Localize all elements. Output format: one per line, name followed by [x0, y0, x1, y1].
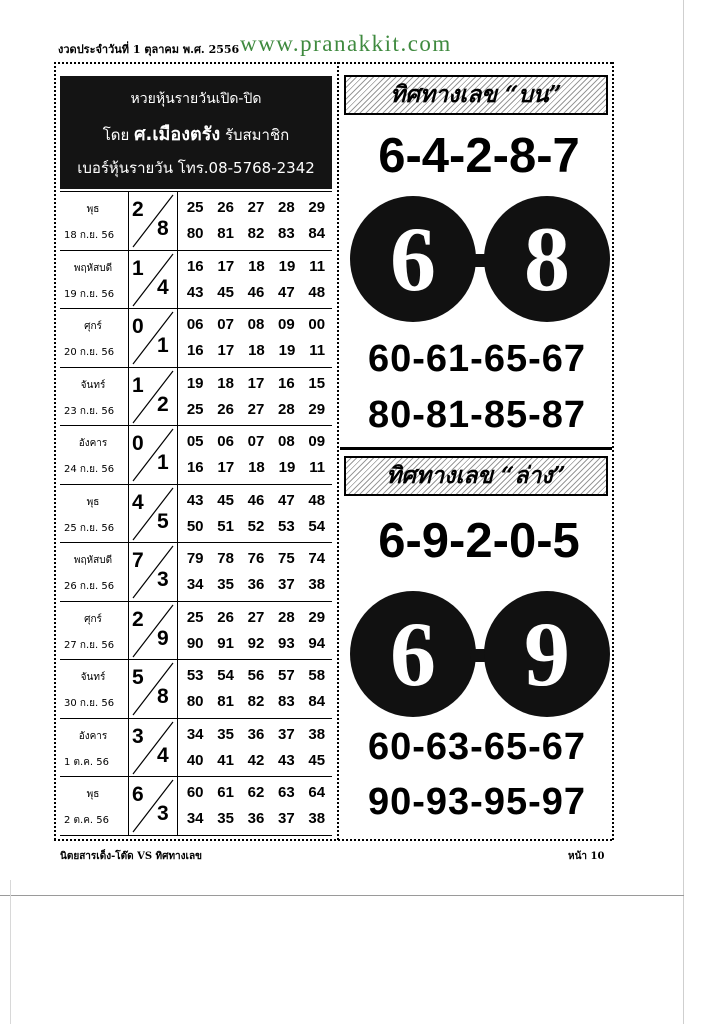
number-item: 27 [247, 400, 265, 418]
lower-pairs-row-2: 90-93-95-97 [367, 781, 587, 823]
sponsor-box [60, 76, 332, 189]
day-cell [60, 309, 129, 367]
day-cell [60, 192, 129, 250]
upper-digit: 1 [132, 373, 144, 397]
number-item: 83 [278, 225, 295, 242]
lower-number-list [180, 752, 332, 769]
number-item: 43 [186, 491, 204, 509]
digit-pair-cell [129, 719, 178, 777]
lower-digit: 1 [157, 451, 169, 474]
number-item: 36 [247, 576, 265, 593]
digit-pair-cell [129, 368, 178, 426]
table-row [60, 485, 332, 544]
number-item: 48 [308, 283, 326, 301]
number-item: 51 [217, 517, 234, 535]
upper-number-list [180, 726, 332, 743]
upper-sequence: 6-4-2-8-7 [378, 129, 580, 183]
number-item: 57 [278, 667, 295, 684]
number-item: 84 [308, 225, 326, 242]
number-item: 62 [247, 784, 265, 801]
number-item: 38 [308, 576, 326, 593]
number-item: 47 [278, 283, 295, 301]
upper-digit: 6 [132, 783, 144, 806]
digit-pair-cell [129, 251, 178, 309]
number-item: 42 [247, 751, 265, 769]
number-item: 18 [217, 374, 234, 392]
number-item: 45 [217, 283, 234, 301]
table-row [60, 426, 332, 485]
table-row [60, 719, 332, 778]
number-item: 34 [186, 725, 204, 743]
number-item: 34 [186, 576, 204, 593]
lower-number-list [180, 576, 332, 593]
number-item: 46 [247, 491, 265, 509]
upper-digit: 1 [132, 256, 144, 280]
day-name: ศุกร์ [84, 321, 102, 332]
lower-number-list [180, 401, 332, 418]
table-row [60, 191, 332, 251]
number-item: 16 [278, 374, 295, 392]
number-item: 19 [278, 257, 296, 275]
upper-digit: 7 [132, 549, 144, 572]
number-item: 09 [278, 316, 295, 333]
lower-number-list [180, 518, 332, 535]
number-item: 90 [186, 634, 204, 652]
upper-digit: 3 [132, 724, 144, 748]
number-item: 47 [278, 491, 295, 509]
results-table [60, 191, 332, 836]
number-item: 40 [186, 751, 204, 769]
lower-digit: 5 [157, 509, 169, 533]
number-item: 45 [217, 491, 234, 509]
number-item: 28 [278, 608, 295, 626]
lower-banner: ทิศทางเลข “ล่าง” [344, 456, 608, 496]
number-item: 43 [278, 751, 295, 769]
lower-pairs-row-1: 60-63-65-67 [367, 726, 587, 768]
upper-number-list [180, 375, 332, 392]
number-item: 38 [308, 725, 326, 743]
number-item: 56 [247, 667, 265, 684]
number-item: 28 [278, 400, 295, 418]
day-name: พฤหัสบดี [73, 262, 113, 274]
number-item: 06 [217, 433, 234, 450]
upper-banner: ทิศทางเลข “บน” [344, 75, 608, 115]
day-cell [60, 777, 129, 835]
upper-number-list [180, 258, 332, 275]
number-item: 18 [248, 342, 265, 359]
page-edge-right [683, 0, 684, 1024]
digit-pair-cell [129, 309, 178, 367]
number-item: 17 [217, 459, 235, 476]
day-name: อังคาร [78, 730, 108, 742]
number-item: 45 [308, 751, 326, 769]
issue-date-heading: งวดประจำวันที่ 1 ตุลาคม พ.ศ. 2556 [58, 43, 240, 56]
number-item: 29 [308, 199, 326, 216]
number-item: 61 [217, 784, 234, 801]
number-item: 38 [308, 810, 326, 827]
page-edge-bottom [0, 895, 684, 896]
sponsor-line-1: หวยหุ้นรายวันเปิด-ปิด [130, 91, 262, 107]
table-row [60, 543, 332, 602]
number-item: 36 [247, 725, 265, 743]
number-item: 26 [217, 199, 234, 216]
number-item: 19 [186, 374, 204, 392]
number-item: 48 [308, 491, 326, 509]
number-item: 18 [248, 459, 265, 476]
lower-circle-right: 9 [484, 591, 610, 717]
digit-pair-cell [129, 777, 178, 835]
number-item: 92 [247, 634, 265, 652]
number-item: 37 [278, 725, 295, 743]
number-item: 83 [278, 693, 295, 710]
number-item: 34 [186, 810, 204, 827]
upper-pairs-row-2: 80-81-85-87 [367, 394, 587, 436]
day-cell [60, 368, 129, 426]
upper-number-list [180, 609, 332, 626]
lower-number-list [180, 342, 332, 359]
day-name: อังคาร [78, 438, 108, 449]
lower-number-list [180, 635, 332, 652]
number-item: 35 [217, 810, 234, 827]
number-item: 11 [309, 459, 326, 476]
table-row [60, 309, 332, 368]
number-item: 91 [217, 634, 234, 652]
day-cell [60, 543, 129, 601]
number-item: 82 [247, 693, 265, 710]
number-item: 17 [247, 374, 265, 392]
number-item: 16 [186, 342, 204, 359]
upper-number-list [180, 316, 332, 333]
number-item: 19 [278, 342, 296, 359]
upper-number-list [180, 199, 332, 216]
number-item: 29 [308, 400, 326, 418]
day-cell [60, 660, 129, 718]
lower-digit: 8 [157, 685, 169, 708]
upper-digit: 0 [132, 315, 144, 338]
number-item: 26 [217, 608, 234, 626]
number-item: 64 [308, 784, 326, 801]
lower-circle-left: 6 [350, 591, 476, 717]
number-item: 27 [247, 608, 265, 626]
lower-number-list [180, 459, 332, 476]
number-item: 29 [308, 608, 326, 626]
digit-pair-cell [129, 543, 178, 601]
upper-number-list [180, 550, 332, 567]
upper-number-list [180, 433, 332, 450]
number-item: 58 [308, 667, 326, 684]
day-name: พฤหัสบดี [73, 555, 113, 566]
lower-number-list [180, 225, 332, 242]
digit-pair-cell [129, 602, 178, 660]
top-dotted-rule [54, 62, 612, 64]
footer-magazine-title: นิตยสารเด็ง-โต๊ด VS ทิศทางเลข [60, 851, 202, 862]
day-name: จันทร์ [80, 379, 106, 391]
day-date: 20 ก.ย. 56 [64, 347, 115, 358]
sponsor-member-label: รับสมาชิก [224, 126, 290, 144]
day-cell [60, 485, 129, 543]
number-item: 08 [247, 316, 265, 333]
number-item: 74 [308, 550, 326, 567]
digit-pair-cell [129, 426, 178, 484]
number-item: 93 [278, 634, 295, 652]
upper-digit: 4 [132, 490, 144, 514]
number-item: 94 [308, 634, 326, 652]
number-item: 53 [278, 517, 295, 535]
upper-pairs-row-1: 60-61-65-67 [367, 338, 587, 380]
number-item: 60 [186, 784, 204, 801]
table-row [60, 602, 332, 661]
number-item: 79 [186, 550, 204, 567]
number-item: 15 [308, 374, 326, 392]
day-date: 1 ต.ค. 56 [64, 756, 109, 768]
day-name: พุธ [86, 789, 100, 800]
number-item: 80 [186, 225, 204, 242]
number-item: 16 [186, 257, 204, 275]
number-item: 27 [247, 199, 265, 216]
day-date: 19 ก.ย. 56 [64, 288, 115, 300]
number-item: 76 [247, 550, 265, 567]
lower-digit: 3 [157, 568, 169, 591]
left-dotted-rule [54, 62, 56, 840]
day-cell [60, 251, 129, 309]
lower-digit: 3 [157, 802, 169, 825]
number-item: 52 [247, 517, 265, 535]
number-item: 63 [278, 784, 295, 801]
number-item: 80 [186, 693, 204, 710]
lower-number-list [180, 810, 332, 827]
number-item: 08 [278, 433, 295, 450]
day-date: 26 ก.ย. 56 [64, 581, 115, 592]
site-watermark: www.pranakkit.com [240, 31, 452, 56]
number-item: 37 [278, 810, 295, 827]
day-cell [60, 719, 129, 777]
sponsor-by-label: โดย [102, 126, 130, 144]
number-item: 36 [247, 810, 265, 827]
footer-page-number: หน้า 10 [568, 851, 605, 862]
number-item: 41 [217, 751, 234, 769]
lower-number-list [180, 693, 332, 710]
number-item: 81 [217, 693, 234, 710]
digit-pair-cell [129, 485, 178, 543]
number-item: 84 [308, 693, 326, 710]
number-item: 50 [186, 517, 204, 535]
number-item: 82 [247, 225, 265, 242]
day-name: พุธ [86, 496, 100, 508]
table-row [60, 368, 332, 427]
day-date: 23 ก.ย. 56 [64, 405, 115, 417]
bottom-dotted-rule [54, 839, 612, 841]
number-item: 11 [309, 342, 326, 359]
sponsor-name: ศ.เมืองตรัง [134, 124, 221, 145]
table-row [60, 660, 332, 719]
upper-digit: 2 [132, 198, 144, 221]
number-item: 06 [186, 316, 204, 333]
number-item: 46 [247, 283, 265, 301]
number-item: 26 [217, 400, 234, 418]
number-item: 07 [247, 433, 265, 450]
lower-digit: 4 [157, 275, 169, 299]
number-item: 78 [217, 550, 234, 567]
number-item: 54 [217, 667, 234, 684]
section-divider [340, 447, 612, 450]
sponsor-line-2 [60, 119, 332, 148]
upper-number-list [180, 667, 332, 684]
number-item: 25 [186, 400, 204, 418]
lower-number-list [180, 284, 332, 301]
day-name: ศุกร์ [84, 613, 102, 625]
upper-digit: 5 [132, 666, 144, 689]
day-date: 27 ก.ย. 56 [64, 639, 115, 651]
day-cell [60, 602, 129, 660]
number-item: 75 [278, 550, 295, 567]
lower-digit: 1 [157, 334, 169, 357]
day-name: จันทร์ [80, 672, 106, 683]
day-date: 25 ก.ย. 56 [64, 522, 115, 534]
digit-pair-cell [129, 192, 178, 250]
page-edge-left [10, 880, 11, 1024]
table-row [60, 777, 332, 836]
number-item: 54 [308, 517, 326, 535]
upper-number-list [180, 784, 332, 801]
day-date: 30 ก.ย. 56 [64, 698, 115, 709]
number-item: 19 [278, 459, 296, 476]
upper-number-list [180, 492, 332, 509]
number-item: 35 [217, 576, 234, 593]
number-item: 18 [248, 257, 265, 275]
number-item: 00 [308, 316, 326, 333]
upper-digit: 0 [132, 432, 144, 455]
number-item: 25 [186, 608, 204, 626]
table-row [60, 251, 332, 310]
upper-digit: 2 [132, 607, 144, 631]
number-item: 11 [309, 257, 326, 275]
lower-digit: 8 [157, 217, 169, 240]
number-item: 17 [217, 342, 235, 359]
lower-digit: 9 [157, 626, 169, 650]
number-item: 09 [308, 433, 326, 450]
lower-digit: 2 [157, 392, 169, 416]
day-cell [60, 426, 129, 484]
number-item: 81 [217, 225, 234, 242]
digit-pair-cell [129, 660, 178, 718]
day-date: 18 ก.ย. 56 [64, 230, 115, 241]
number-item: 07 [217, 316, 234, 333]
number-item: 35 [217, 725, 234, 743]
number-item: 43 [186, 283, 204, 301]
day-date: 24 ก.ย. 56 [64, 464, 115, 475]
number-item: 28 [278, 199, 295, 216]
upper-circle-left: 6 [350, 196, 476, 322]
lower-digit: 4 [157, 743, 169, 767]
center-dotted-rule [337, 62, 339, 840]
lower-sequence: 6-9-2-0-5 [378, 514, 580, 568]
number-item: 16 [186, 459, 204, 476]
number-item: 25 [186, 199, 204, 216]
number-item: 05 [186, 433, 204, 450]
number-item: 53 [186, 667, 204, 684]
sponsor-phone-line: เบอร์หุ้นรายวัน โทร.08-5768-2342 [77, 159, 315, 177]
upper-circle-right: 8 [484, 196, 610, 322]
day-date: 2 ต.ค. 56 [64, 815, 109, 826]
number-item: 17 [217, 257, 235, 275]
number-item: 37 [278, 576, 295, 593]
day-name: พุธ [86, 204, 100, 215]
